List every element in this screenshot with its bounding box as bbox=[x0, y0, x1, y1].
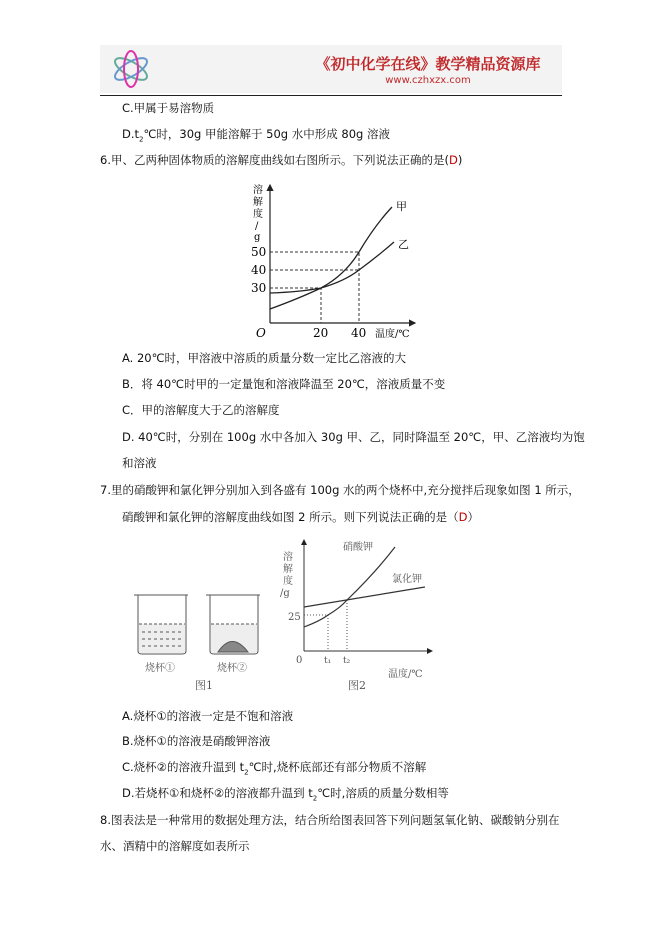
text: D.若烧杯①和烧杯②的溶液都升温到 t bbox=[122, 786, 313, 800]
answer: D bbox=[448, 153, 458, 167]
text: 6.甲、乙两种固体物质的溶解度曲线如右图所示。下列说法正确的是( bbox=[100, 153, 449, 167]
ytick: 30 bbox=[251, 281, 267, 295]
series-label: 甲 bbox=[396, 200, 407, 213]
q7-option-b: B.烧杯①的溶液是硝酸钾溶液 bbox=[122, 734, 271, 748]
xlabel: 温度/℃ bbox=[375, 329, 410, 340]
answer: D bbox=[458, 510, 468, 524]
q7-option-d bbox=[122, 785, 449, 806]
series-kcl-line bbox=[304, 587, 425, 607]
header-title: 《初中化学在线》教学精品资源库 bbox=[315, 55, 541, 73]
atom-logo-icon bbox=[108, 49, 154, 89]
figure-beakers-and-chart-2 bbox=[120, 535, 460, 695]
q6-option-a: A. 20℃时，甲溶液中溶质的质量分数一定比乙溶液的大 bbox=[122, 351, 407, 365]
solubility-chart-1 bbox=[250, 180, 430, 340]
subscript: 2 bbox=[244, 768, 249, 777]
q5-option-d bbox=[122, 126, 390, 147]
series-label: 氯化钾 bbox=[392, 574, 422, 585]
ylabel: / bbox=[255, 221, 259, 232]
text: ℃时，30g 甲能溶解于 50g 水中形成 80g 溶液 bbox=[143, 127, 390, 141]
text: ） bbox=[467, 510, 479, 524]
beaker-2 bbox=[206, 595, 260, 654]
ylabel: 解 bbox=[253, 197, 263, 208]
text: ℃时,烧杯底部还有部分物质不溶解 bbox=[248, 760, 427, 774]
q7-option-c bbox=[122, 759, 426, 780]
ytick: 50 bbox=[251, 245, 267, 259]
figure-2-caption: 图2 bbox=[348, 679, 366, 692]
series-kno3-curve bbox=[304, 547, 395, 627]
beaker-1-label: 烧杯① bbox=[145, 663, 175, 674]
ylabel: g bbox=[254, 232, 261, 243]
text: C.烧杯②的溶液升温到 t bbox=[122, 760, 245, 774]
ylabel: 度 bbox=[253, 209, 263, 220]
q8-stem-cont: 水、酒精中的溶解度如表所示 bbox=[100, 839, 250, 853]
q8-stem: 8.图表法是一种常用的数据处理方法，结合所给图表回答下列问题氢氧化钠、碳酸钠分别在 bbox=[100, 813, 560, 827]
series-label: 硝酸钾 bbox=[343, 542, 373, 553]
series-label: 乙 bbox=[398, 238, 409, 251]
q6-option-d: D. 40℃时，分别在 100g 水中各加入 30g 甲、乙，同时降温至 20℃，甲、乙溶液均为饱 bbox=[122, 430, 585, 444]
header-url: www.czhxzx.com bbox=[385, 75, 471, 86]
q6-option-b: B．将 40℃时甲的一定量饱和溶液降温至 20℃，溶液质量不变 bbox=[122, 377, 446, 391]
header-rule bbox=[100, 95, 562, 96]
xtick-t1: t₁ bbox=[324, 656, 332, 666]
origin-label: O bbox=[256, 326, 266, 340]
subscript: 2 bbox=[312, 794, 318, 803]
ytick: 40 bbox=[251, 263, 267, 277]
figure-1-caption: 图1 bbox=[195, 679, 213, 692]
xtick: 40 bbox=[351, 326, 367, 340]
q6-option-c: C．甲的溶解度大于乙的溶解度 bbox=[122, 403, 280, 417]
xtick: 20 bbox=[313, 326, 329, 340]
ytick: 25 bbox=[288, 612, 301, 623]
guide-lines bbox=[304, 600, 347, 651]
q7-stem-cont bbox=[122, 509, 479, 525]
ylabel: /g bbox=[280, 588, 290, 599]
text: D.t bbox=[122, 127, 140, 141]
q6-stem bbox=[100, 152, 462, 168]
ylabel: 解 bbox=[283, 564, 293, 575]
text: ℃时,溶质的质量分数相等 bbox=[317, 786, 449, 800]
q5-option-c: C.甲属于易溶物质 bbox=[122, 101, 215, 115]
text: ) bbox=[457, 153, 463, 167]
ylabel: 溶 bbox=[253, 185, 263, 196]
q7-option-a: A.烧杯①的溶液一定是不饱和溶液 bbox=[122, 709, 294, 723]
beaker-1 bbox=[134, 595, 188, 654]
series-yi-curve bbox=[270, 242, 394, 293]
ylabel: 溶 bbox=[283, 552, 293, 563]
beaker-2-label: 烧杯② bbox=[217, 663, 247, 674]
header-banner bbox=[100, 45, 562, 93]
text: 硝酸钾和氯化钾的溶解度曲线如图 2 所示。则下列说法正确的是（ bbox=[122, 510, 459, 524]
ylabel: 度 bbox=[283, 576, 293, 587]
guide-lines bbox=[270, 252, 359, 323]
q7-stem: 7.里的硝酸钾和氯化钾分别加入到各盛有 100g 水的两个烧杯中,充分搅拌后现象如图 1 所示， bbox=[100, 483, 580, 497]
xlabel: 温度/℃ bbox=[388, 669, 423, 680]
subscript: 2 bbox=[139, 135, 144, 144]
origin-label: 0 bbox=[296, 655, 303, 666]
xtick-t2: t₂ bbox=[343, 656, 351, 666]
q6-option-d-cont: 和溶液 bbox=[122, 456, 157, 470]
